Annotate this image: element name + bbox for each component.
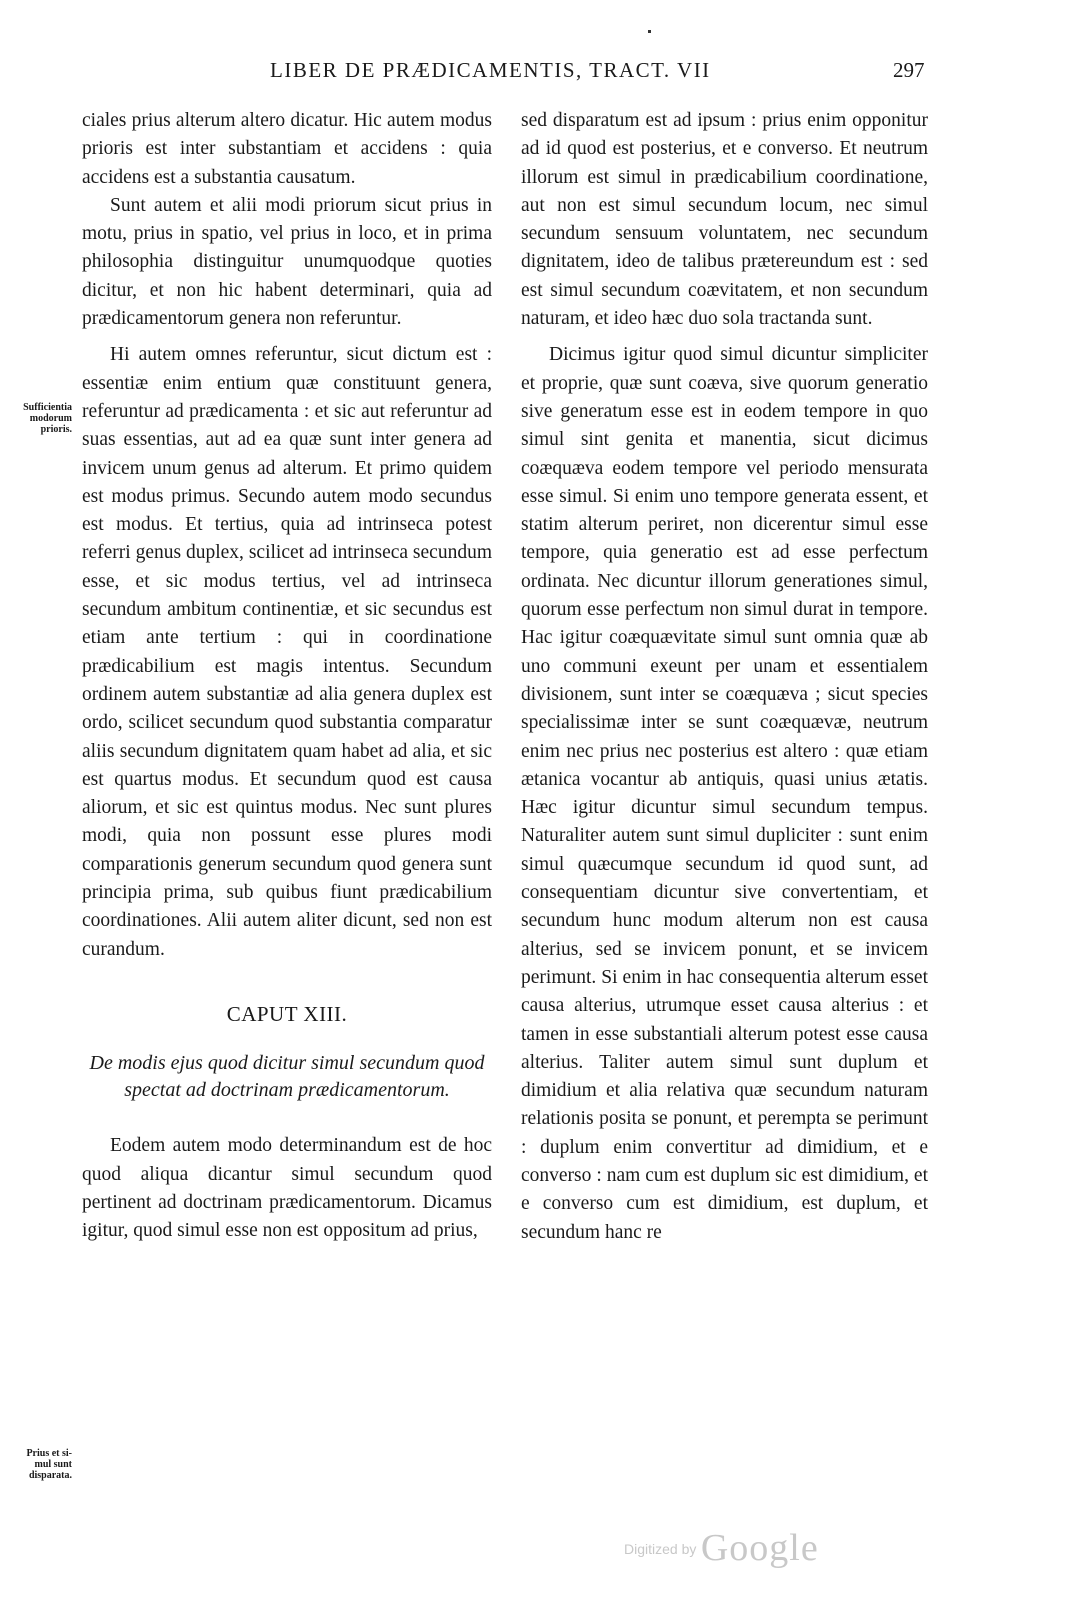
margin-note-sufficientia <box>4 402 72 435</box>
page-number: 297 <box>893 58 925 82</box>
chapter-subtitle: De modis ejus quod dicitur simul secundum quod spectat ad doctrinam prædicamentorum. <box>89 1052 485 1102</box>
margin-note-line: modorum <box>29 413 72 424</box>
scan-speck <box>648 30 651 33</box>
watermark-label: Digitized by <box>624 1541 697 1557</box>
margin-note-prius-simul <box>0 1448 72 1481</box>
paragraph: ciales prius alterum altero dicatur. Hic autem modus prioris est inter substantiam et accidens : quia accidens est a substantia causatum. <box>82 110 492 188</box>
left-column <box>82 107 492 1245</box>
chapter-title: CAPUT XIII. <box>226 1001 348 1026</box>
margin-note-line: Prius et si- <box>26 1448 72 1459</box>
google-watermark <box>624 1526 819 1570</box>
paragraph: Eodem autem modo determinandum est de hoc quod aliqua dicantur simul secundum quod pertinent ad doctrinam prædicamentorum. Dicamus igitur, quod simul esse non est oppositum ad prius, <box>82 1135 492 1242</box>
margin-note-line: prioris. <box>40 424 72 435</box>
running-header: LIBER DE PRÆDICAMENTIS, TRACT. VII <box>270 58 711 82</box>
paragraph: Hi autem omnes referuntur, sicut dictum est : essentiæ enim entium quæ constituunt genera, referuntur ad prædicamenta : et sic aut referuntur ad suas essentias, aut ad ea quæ sunt inter genera ad invicem unum genus ad alterum. Et primo quidem est modus primus. Secundo autem modo secundus est modus. Et tertius, quia ad intrinseca potest referri genus duplex, scilicet ad intrinseca secundum esse, et sic modus tertius, vel ad intrinseca secundum ambitum continentiæ, et sic secundus est etiam ante tertium : qui in coordinatione prædicabilium est magis intentus. Secundum ordinem autem substantiæ ad alia genera duplex est ordo, scilicet secundum quod substantia comparatur aliis secundum dignitatem quam habet ad alia, et sic est quartus modus. Et secundum quod est causa aliorum, et sic est quintus modus. Nec sunt plures modi, quia non possunt esse plures modi comparationis generum secundum quod genera sunt principia prima, sub quibus fiunt prædicabilium coordinationes. Alii autem aliter dicunt, sed non est curandum. <box>82 344 492 960</box>
google-logo: Google <box>700 1527 819 1569</box>
paragraph: Sunt autem et alii modi priorum sicut prius in motu, prius in spatio, vel prius in loco, et in prima philosophia distinguitur unumquodque quoties dicitur, et non hic habent determinari, quia ad prædicamentorum genera non referuntur. <box>82 194 492 330</box>
margin-note-line: disparata. <box>28 1470 72 1481</box>
margin-note-line: Sufficientia <box>23 402 72 413</box>
margin-note-line: mul sunt <box>34 1459 72 1470</box>
paragraph: sed disparatum est ad ipsum : prius enim opponitur ad id quod est posterius, et e converso. Et neutrum illorum est simul in prædicabilium coordinatione, aut non est simul secundum locum, nec simul secundum sensuum voluntatem, nec secundum dignitatem, ideo de talibus prætereundum est : sed est simul secundum coævitatem, et non secundum naturam, et ideo hæc duo sola tractanda sunt. <box>521 110 928 330</box>
right-column <box>521 107 928 1247</box>
paragraph: Dicimus igitur quod simul dicuntur simpliciter et proprie, quæ sunt coæva, sive quorum generatio sive generatum esse est in eodem tempore in quo simul sint genita et manentia, sicut dicimus coæquæva eodem tempore vel periodo mensurata esse simul. Si enim uno tempore generata essent, et statim alterum periret, non dicerentur simul esse tempore, quia generatio est ad esse perfectum ordinata. Nec dicuntur illorum generationes simul, quorum esse perfectum non simul durat in tempore. Hac igitur coæquævitate simul sunt omnia quæ ab uno communi exeunt per unam et essentialem divisionem, sunt inter se coæquæva ; sicut species specialissimæ inter se sunt coæquævæ, neutrum enim nec prius nec posterius est altero : quæ etiam ætanica vocantur ab antiquis, quasi unius ætatis. Hæc igitur dicuntur simul secundum tempus. Naturaliter autem sunt simul dupliciter : sunt enim simul quæcumque secundum id quod sunt, ad consequentiam dicuntur sive convertentiam, et secundum hunc modum alterum non est causa alterius, sed se invicem ponunt, et se invicem perimunt. Si enim in hac consequentia alterum esset causa alterius, utrumque esset causa alterius : et tamen in esse substantiali alterum potest esse causa alterius. Taliter autem simul sunt duplum et dimidium et alia relativa quæ secundum naturam relationis posita se ponunt, et perempta se perimunt : duplum enim convertitur ad dimidium, et e converso : nam cum est duplum sic est dimidium, et e converso cum est dimidium, est duplum, et secundum hanc re <box>521 344 928 1243</box>
